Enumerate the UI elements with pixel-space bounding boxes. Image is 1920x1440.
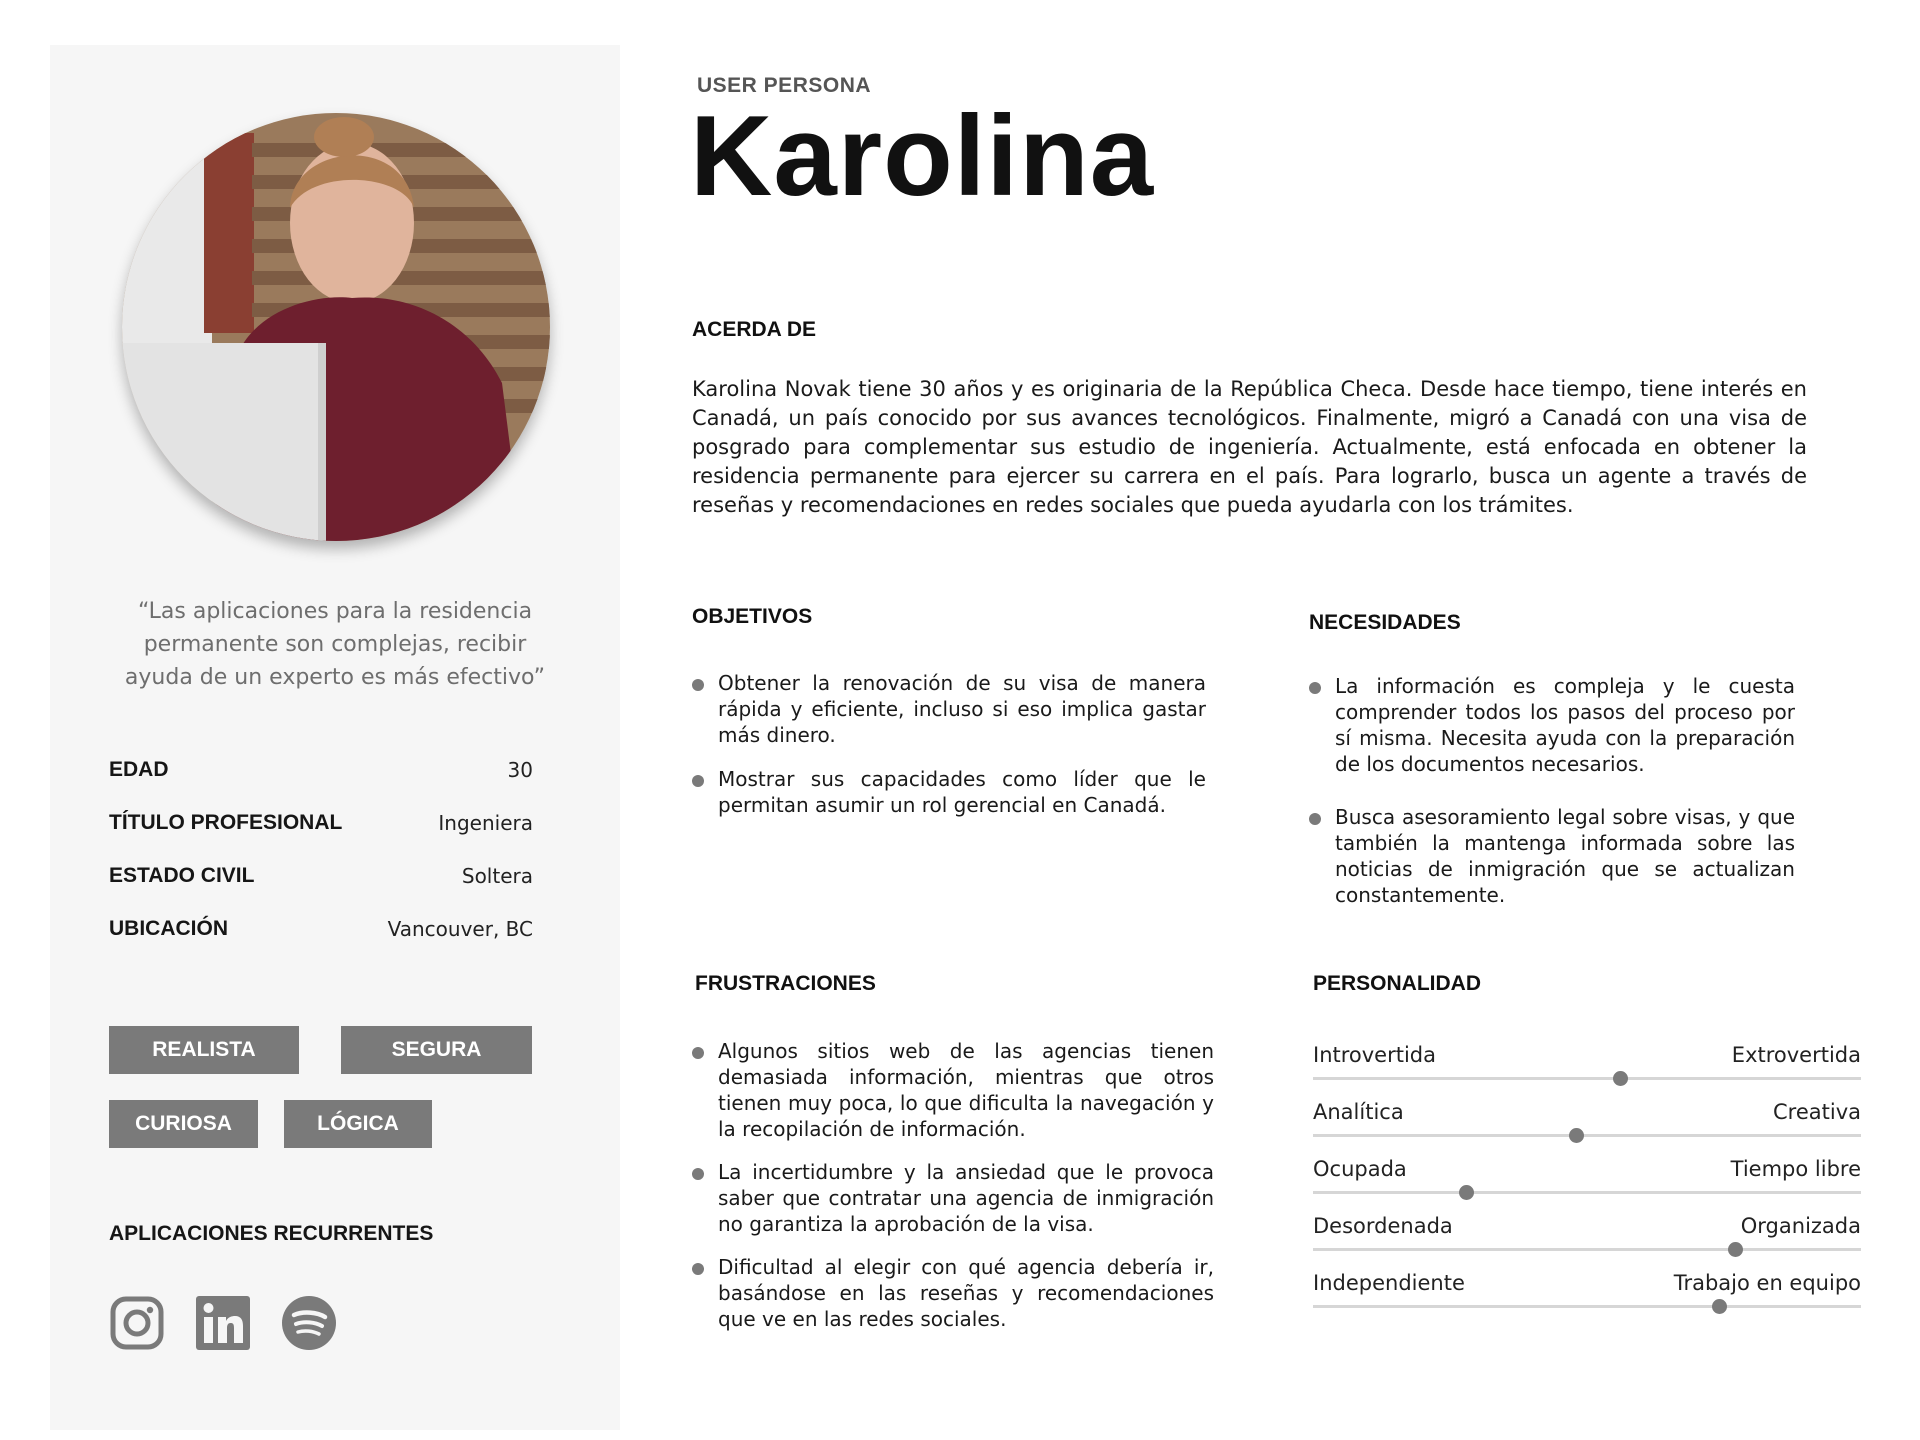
list-item: La incertidumbre y la ansiedad que le provoca saber que contratar una agencia de inmigración no garantiza la aprobación de la visa.: [692, 1159, 1214, 1237]
trait-left-label: Introvertida: [1313, 1043, 1437, 1067]
persona-eyebrow: USER PERSONA: [697, 74, 872, 97]
personalidad-title: PERSONALIDAD: [1313, 972, 1482, 995]
list-item: La información es compleja y le cuesta comprender todos los pasos del proceso por sí misma. Necesita ayuda con la preparación de los documentos necesarios.: [1309, 673, 1795, 777]
info-row-ubicacion: [109, 914, 533, 944]
trait-right-label: Extrovertida: [1731, 1043, 1861, 1067]
necesidades-title: NECESIDADES: [1309, 611, 1461, 634]
tag-realista: REALISTA: [109, 1026, 299, 1074]
info-row-edad: [109, 755, 533, 785]
trait-left-label: Independiente: [1313, 1271, 1465, 1295]
trait-track: [1313, 1134, 1861, 1137]
trait-left-label: Desordenada: [1313, 1214, 1453, 1238]
info-value: 30: [507, 758, 533, 782]
list-item: Obtener la renovación de su visa de manera rápida y eficiente, incluso si eso implica gastar más dinero.: [692, 670, 1206, 748]
about-text: Karolina Novak tiene 30 años y es originaria de la República Checa. Desde hace tiempo, tiene interés en Canadá, un país conocido por sus avances tecnológicos. Finalmente, migró a Canadá con una visa de posgrado para complementar sus estudio de ingeniería. Actualmente, está enfocada en obtener la residencia permanente para ejercer su carrera en el país. Para lograrlo, busca un agente a través de reseñas y recomendaciones en redes sociales que pueda ayudarla con los trámites.: [692, 377, 1807, 517]
info-label: EDAD: [109, 758, 169, 781]
tag-segura: SEGURA: [341, 1026, 532, 1074]
tag-curiosa: CURIOSA: [109, 1100, 258, 1148]
info-label: ESTADO CIVIL: [109, 864, 255, 887]
necesidades-list: [1309, 673, 1795, 908]
persona-name: Karolina: [690, 93, 1155, 220]
info-value: Vancouver, BC: [387, 917, 533, 941]
tag-logica: LÓGICA: [284, 1100, 432, 1148]
info-row-titulo: [109, 808, 533, 838]
info-row-estado-civil: [109, 861, 533, 891]
list-item: Algunos sitios web de las agencias tienen demasiada información, mientras que otros tienen muy poca, lo que dificulta la navegación y la recopilación de información.: [692, 1038, 1214, 1142]
persona-photo: [122, 113, 550, 541]
info-value: Soltera: [461, 864, 533, 888]
spotify-icon: [281, 1295, 337, 1351]
list-item: Mostrar sus capacidades como líder que le permitan asumir un rol gerencial en Canadá.: [692, 766, 1206, 818]
trait-independiente-trabajo-en-equipo: [1313, 1271, 1861, 1319]
list-item: Busca asesoramiento legal sobre visas, y que también la mantenga informada sobre las noticias de inmigración que se actualizan constantemente.: [1309, 804, 1795, 908]
trait-knob: [1459, 1185, 1474, 1200]
trait-introvertida-extrovertida: [1313, 1043, 1861, 1091]
trait-track: [1313, 1191, 1861, 1194]
trait-track: [1313, 1248, 1861, 1251]
trait-analitica-creativa: [1313, 1100, 1861, 1148]
trait-knob: [1712, 1299, 1727, 1314]
about-title: ACERDA DE: [692, 318, 817, 341]
trait-knob: [1569, 1128, 1584, 1143]
trait-right-label: Organizada: [1740, 1214, 1861, 1238]
trait-left-label: Analítica: [1313, 1100, 1404, 1124]
trait-right-label: Tiempo libre: [1730, 1157, 1861, 1181]
linkedin-icon: [195, 1295, 251, 1351]
trait-left-label: Ocupada: [1313, 1157, 1407, 1181]
trait-track: [1313, 1305, 1861, 1308]
apps-title: APLICACIONES RECURRENTES: [109, 1222, 434, 1245]
info-label: UBICACIÓN: [109, 917, 228, 940]
trait-track: [1313, 1077, 1861, 1080]
instagram-icon: [109, 1295, 165, 1351]
list-item: Dificultad al elegir con qué agencia debería ir, basándose en las reseñas y recomendaciones que ve en las redes sociales.: [692, 1254, 1214, 1332]
objetivos-title: OBJETIVOS: [692, 605, 813, 628]
trait-ocupada-tiempo-libre: [1313, 1157, 1861, 1205]
persona-sidebar: [50, 45, 620, 1430]
trait-right-label: Trabajo en equipo: [1673, 1271, 1861, 1295]
trait-right-label: Creativa: [1773, 1100, 1861, 1124]
persona-quote: “Las aplicaciones para la residencia permanente son complejas, recibir ayuda de un experto es más efectivo”: [124, 599, 546, 690]
frustraciones-list: [692, 1038, 1214, 1332]
info-label: TÍTULO PROFESIONAL: [109, 811, 343, 834]
frustraciones-title: FRUSTRACIONES: [695, 972, 876, 995]
trait-knob: [1728, 1242, 1743, 1257]
trait-knob: [1613, 1071, 1628, 1086]
trait-desordenada-organizada: [1313, 1214, 1861, 1262]
objetivos-list: [692, 670, 1206, 818]
info-value: Ingeniera: [438, 811, 533, 835]
persona-photo-image: [122, 113, 550, 541]
